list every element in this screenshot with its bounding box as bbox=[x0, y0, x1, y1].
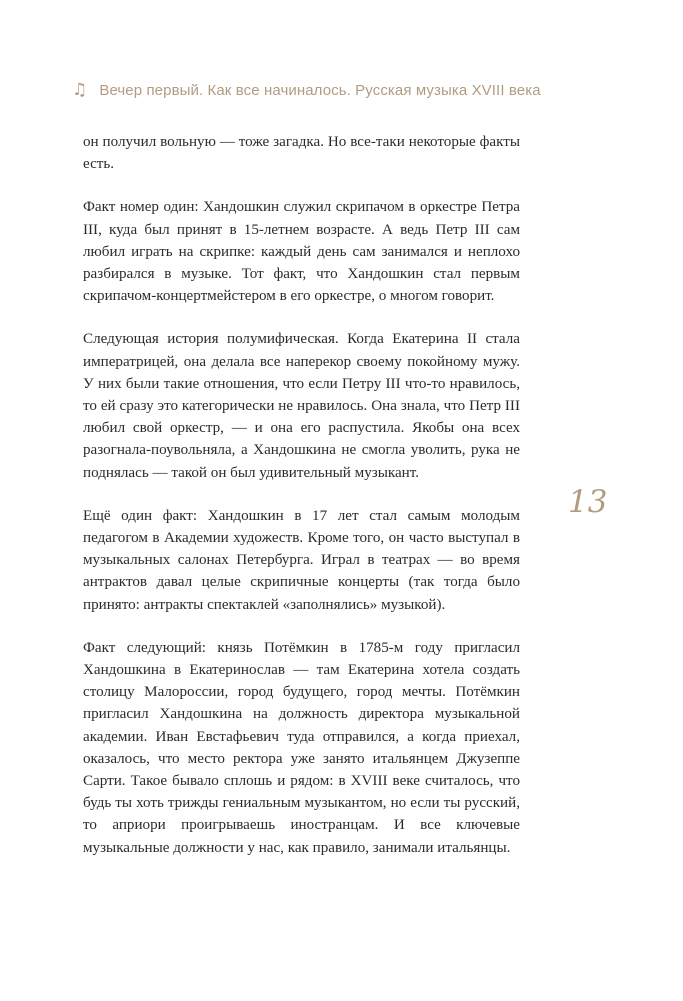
paragraph-2: Факт номер один: Хандошкин служил скрипачом в оркестре Петра III, куда был принят в 15-летнем возрасте. А ведь Петр III сам любил играть на скрипке: каждый день сам занимался и неплохо разбирался в музыке. Тот факт, что Хандошкин стал первым скрипачом-концертмейстером в его оркестре, о многом говорит. bbox=[83, 199, 520, 305]
paragraph-3: Следующая история полумифическая. Когда Екатерина II стала императрицей, она делала все наперекор своему покойному мужу. У них были такие отношения, что если Петру III что-то нравилось, то ей сразу это категорически не нравилось. Она знала, что Петр III любил свой оркестр, — и она его распустила. Якобы она всех разогнала-поувольняла, а Хандошкина не смогла уволить, рука не поднялась — такой он был удивительный музыкант. bbox=[83, 331, 520, 481]
running-head-title: Вечер первый. Как все начиналось. Русская музыка XVIII века bbox=[99, 81, 541, 99]
body-text bbox=[83, 131, 520, 880]
paragraph-1: он получил вольную — тоже загадка. Но все-таки некоторые факты есть. bbox=[83, 134, 520, 173]
paragraph-4: Ещё один факт: Хандошкин в 17 лет стал самым молодым педагогом в Академии художеств. Кроме того, он часто выступал в музыкальных салонах Петербурга. Играл в театрах — во время антрактов давал целые скрипичные концерты (так тогда было принято: антракты спектаклей «заполнялись» музыкой). bbox=[83, 507, 520, 613]
music-note-icon: ♫ bbox=[72, 79, 88, 100]
running-head bbox=[72, 76, 632, 104]
page-number: 13 bbox=[568, 484, 608, 520]
paragraph-5: Факт следующий: князь Потёмкин в 1785-м году пригласил Хандошкина в Екатеринослав — там Екатерина хотела создать столицу Малороссии, город будущего, город мечты. Потёмкин пригласил Хандошкина на должность директора музыкальной академии. Иван Евстафьевич туда отправился, а когда приехал, оказалось, что место ректора уже занято итальянцем Джузеппе Сарти. Такое бывало сплошь и рядом: в XVIII веке считалось, что будь ты хоть трижды гениальным музыкантом, но если ты русский, то априори проигрываешь иностранцам. И все ключевые музыкальные должности у нас, как правило, занимали итальянцы. bbox=[83, 639, 520, 856]
